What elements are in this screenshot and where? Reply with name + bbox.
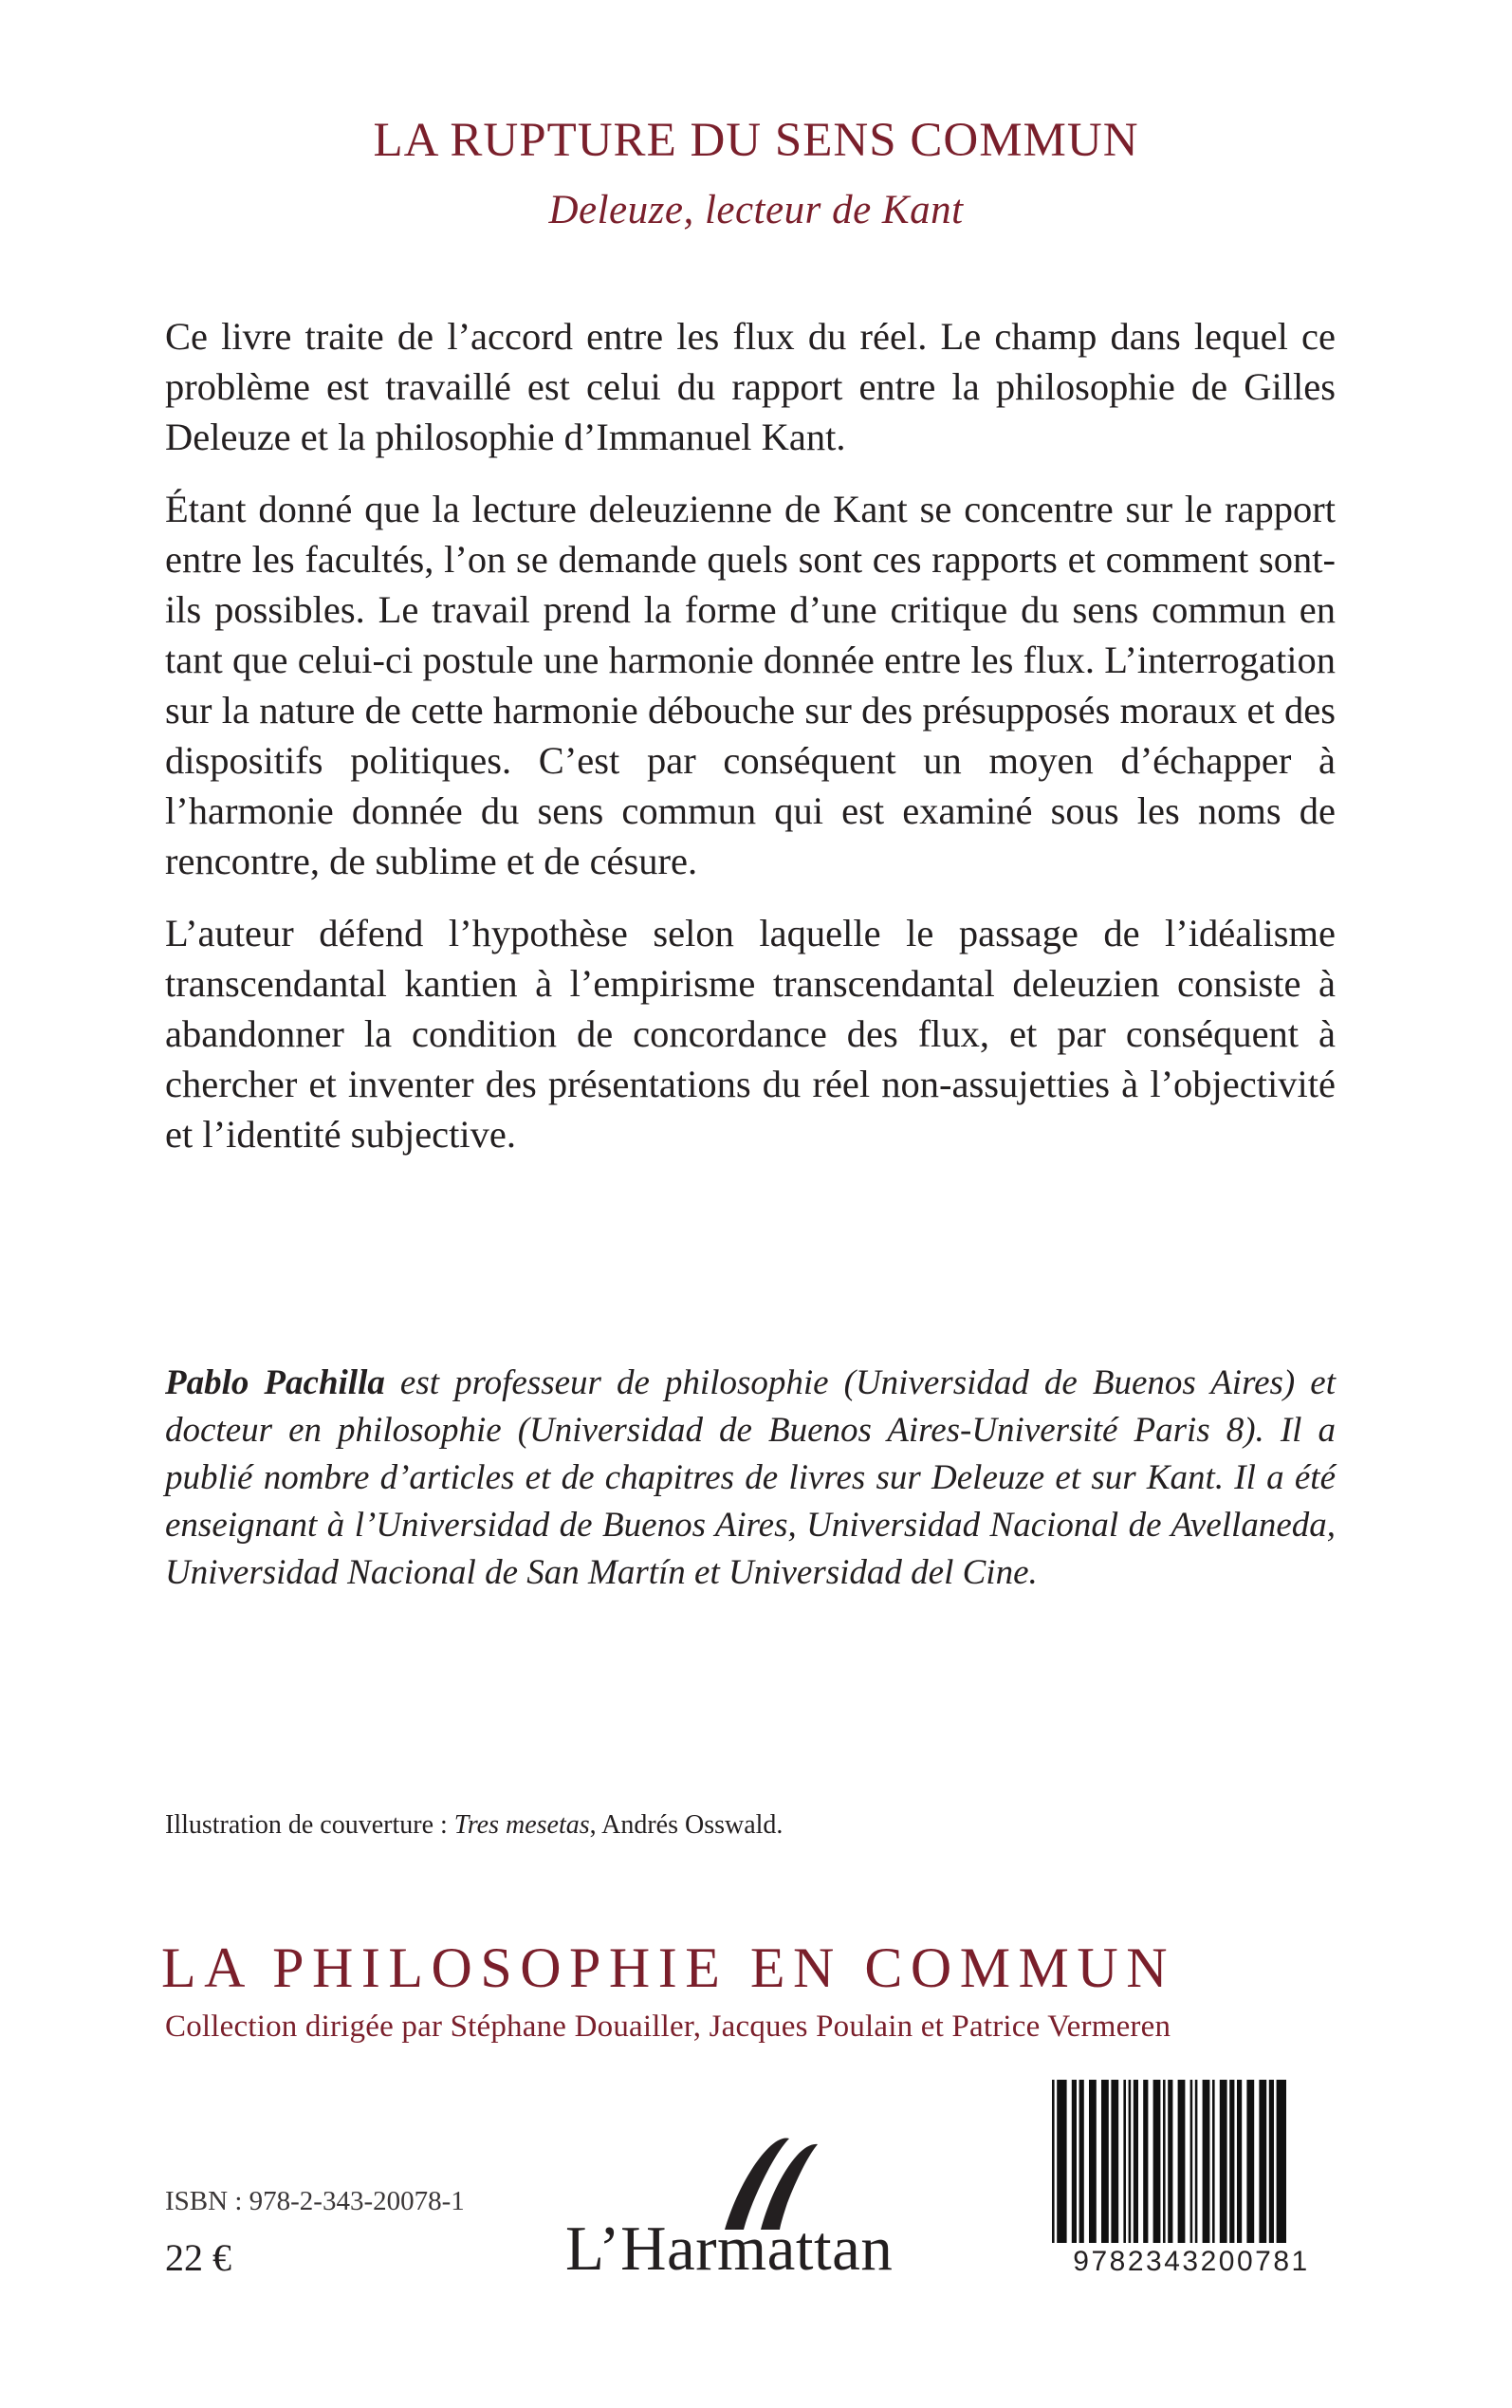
- barcode: [1042, 2063, 1340, 2284]
- collection-name: LA PHILOSOPHIE EN COMMUN: [161, 1936, 1176, 1999]
- summary-paragraph: Étant donné que la lecture deleuzienne de Kant se concentre sur le rapport entre les facultés, l’on se demande quels sont ces rapports et comment sont-ils possibles. Le travail prend la forme d’une critique du sens commun en tant que celui-ci postule une harmonie donnée entre les flux. L’interrogation sur la nature de cette harmonie débouche sur des présupposés moraux et des dispositifs politiques. C’est par conséquent un moyen d’échapper à l’harmonie donnée du sens commun qui est examiné sous les noms de rencontre, de sublime et de césure.: [165, 488, 1336, 882]
- barcode-bar: [1123, 2080, 1126, 2243]
- barcode-digits: 9782343200781: [1073, 2246, 1310, 2277]
- credit-label: Illustration de couverture :: [165, 1810, 454, 1840]
- summary-paragraph: L’auteur défend l’hypothèse selon laquelle le passage de l’idéalisme transcendantal kantien à l’empirisme transcendantal deleuzien consiste à abandonner la condition de concordance des flux, et par conséquent à chercher et inventer des présentations du réel non-assujetties à l’objectivité et l’identité subjective.: [165, 912, 1336, 1156]
- barcode-bar: [1246, 2080, 1254, 2243]
- barcode-bar: [1259, 2080, 1266, 2243]
- credit-work-title: Tres mesetas: [453, 1810, 590, 1840]
- author-bio-text: est professeur de philosophie (Universidad de Buenos Aires) et docteur en philosophie (Universidad de Buenos Aires-Université Paris 8). Il a publié nombre d’articles et de chapitres de livres sur Deleuze et sur Kant. Il a été enseignant à l’Universidad de Buenos Aires, Universidad Nacional de Avellaneda, Universidad Nacional de San Martín et Universidad del Cine.: [165, 1363, 1336, 1592]
- book-title: LA RUPTURE DU SENS COMMUN: [373, 114, 1139, 167]
- barcode-bar: [1101, 2080, 1109, 2243]
- isbn: ISBN : 978-2-343-20078-1: [165, 2186, 465, 2216]
- barcode-bar: [1079, 2080, 1084, 2243]
- summary-text: [165, 311, 1336, 1181]
- barcode-bar: [1237, 2080, 1242, 2243]
- title-block: [0, 112, 1512, 235]
- summary-paragraph: Ce livre traite de l’accord entre les flux du réel. Le champ dans lequel ce problème est travaillé est celui du rapport entre la philosophie de Gilles Deleuze et la philosophie d’Immanuel Kant.: [165, 315, 1336, 458]
- publisher-logo: [565, 2131, 964, 2292]
- barcode-bar: [1178, 2080, 1186, 2243]
- barcode-bar: [1277, 2080, 1286, 2243]
- collection-directors: Collection dirigée par Stéphane Douailler, Jacques Poulain et Patrice Vermeren: [165, 2010, 1171, 2044]
- barcode-bar: [1072, 2080, 1077, 2243]
- barcode-bar: [1052, 2080, 1055, 2243]
- barcode-bar: [1089, 2080, 1097, 2243]
- barcode-bar: [1269, 2080, 1274, 2243]
- barcode-bars: [1052, 2080, 1331, 2243]
- barcode-bar: [1057, 2080, 1066, 2243]
- barcode-bar: [1229, 2080, 1234, 2243]
- barcode-bar: [1220, 2080, 1227, 2243]
- author-name: Pablo Pachilla: [165, 1363, 385, 1402]
- barcode-bar: [1111, 2080, 1118, 2243]
- barcode-bar: [1129, 2080, 1132, 2243]
- publisher-name: L’Harmattan: [565, 2214, 894, 2284]
- author-bio: [165, 1360, 1336, 1597]
- price: 22 €: [165, 2236, 231, 2279]
- barcode-bar: [1143, 2080, 1148, 2243]
- barcode-bar: [1134, 2080, 1138, 2243]
- book-subtitle: Deleuze, lecteur de Kant: [548, 188, 964, 232]
- barcode-bar: [1168, 2080, 1172, 2243]
- credit-artist: , Andrés Osswald.: [589, 1810, 784, 1840]
- barcode-bar: [1212, 2080, 1215, 2243]
- cover-credit: [165, 1808, 783, 1843]
- barcode-bar: [1163, 2080, 1166, 2243]
- barcode-bar: [1195, 2080, 1198, 2243]
- barcode-bar: [1153, 2080, 1161, 2243]
- barcode-bar: [1190, 2080, 1193, 2243]
- barcode-bar: [1203, 2080, 1210, 2243]
